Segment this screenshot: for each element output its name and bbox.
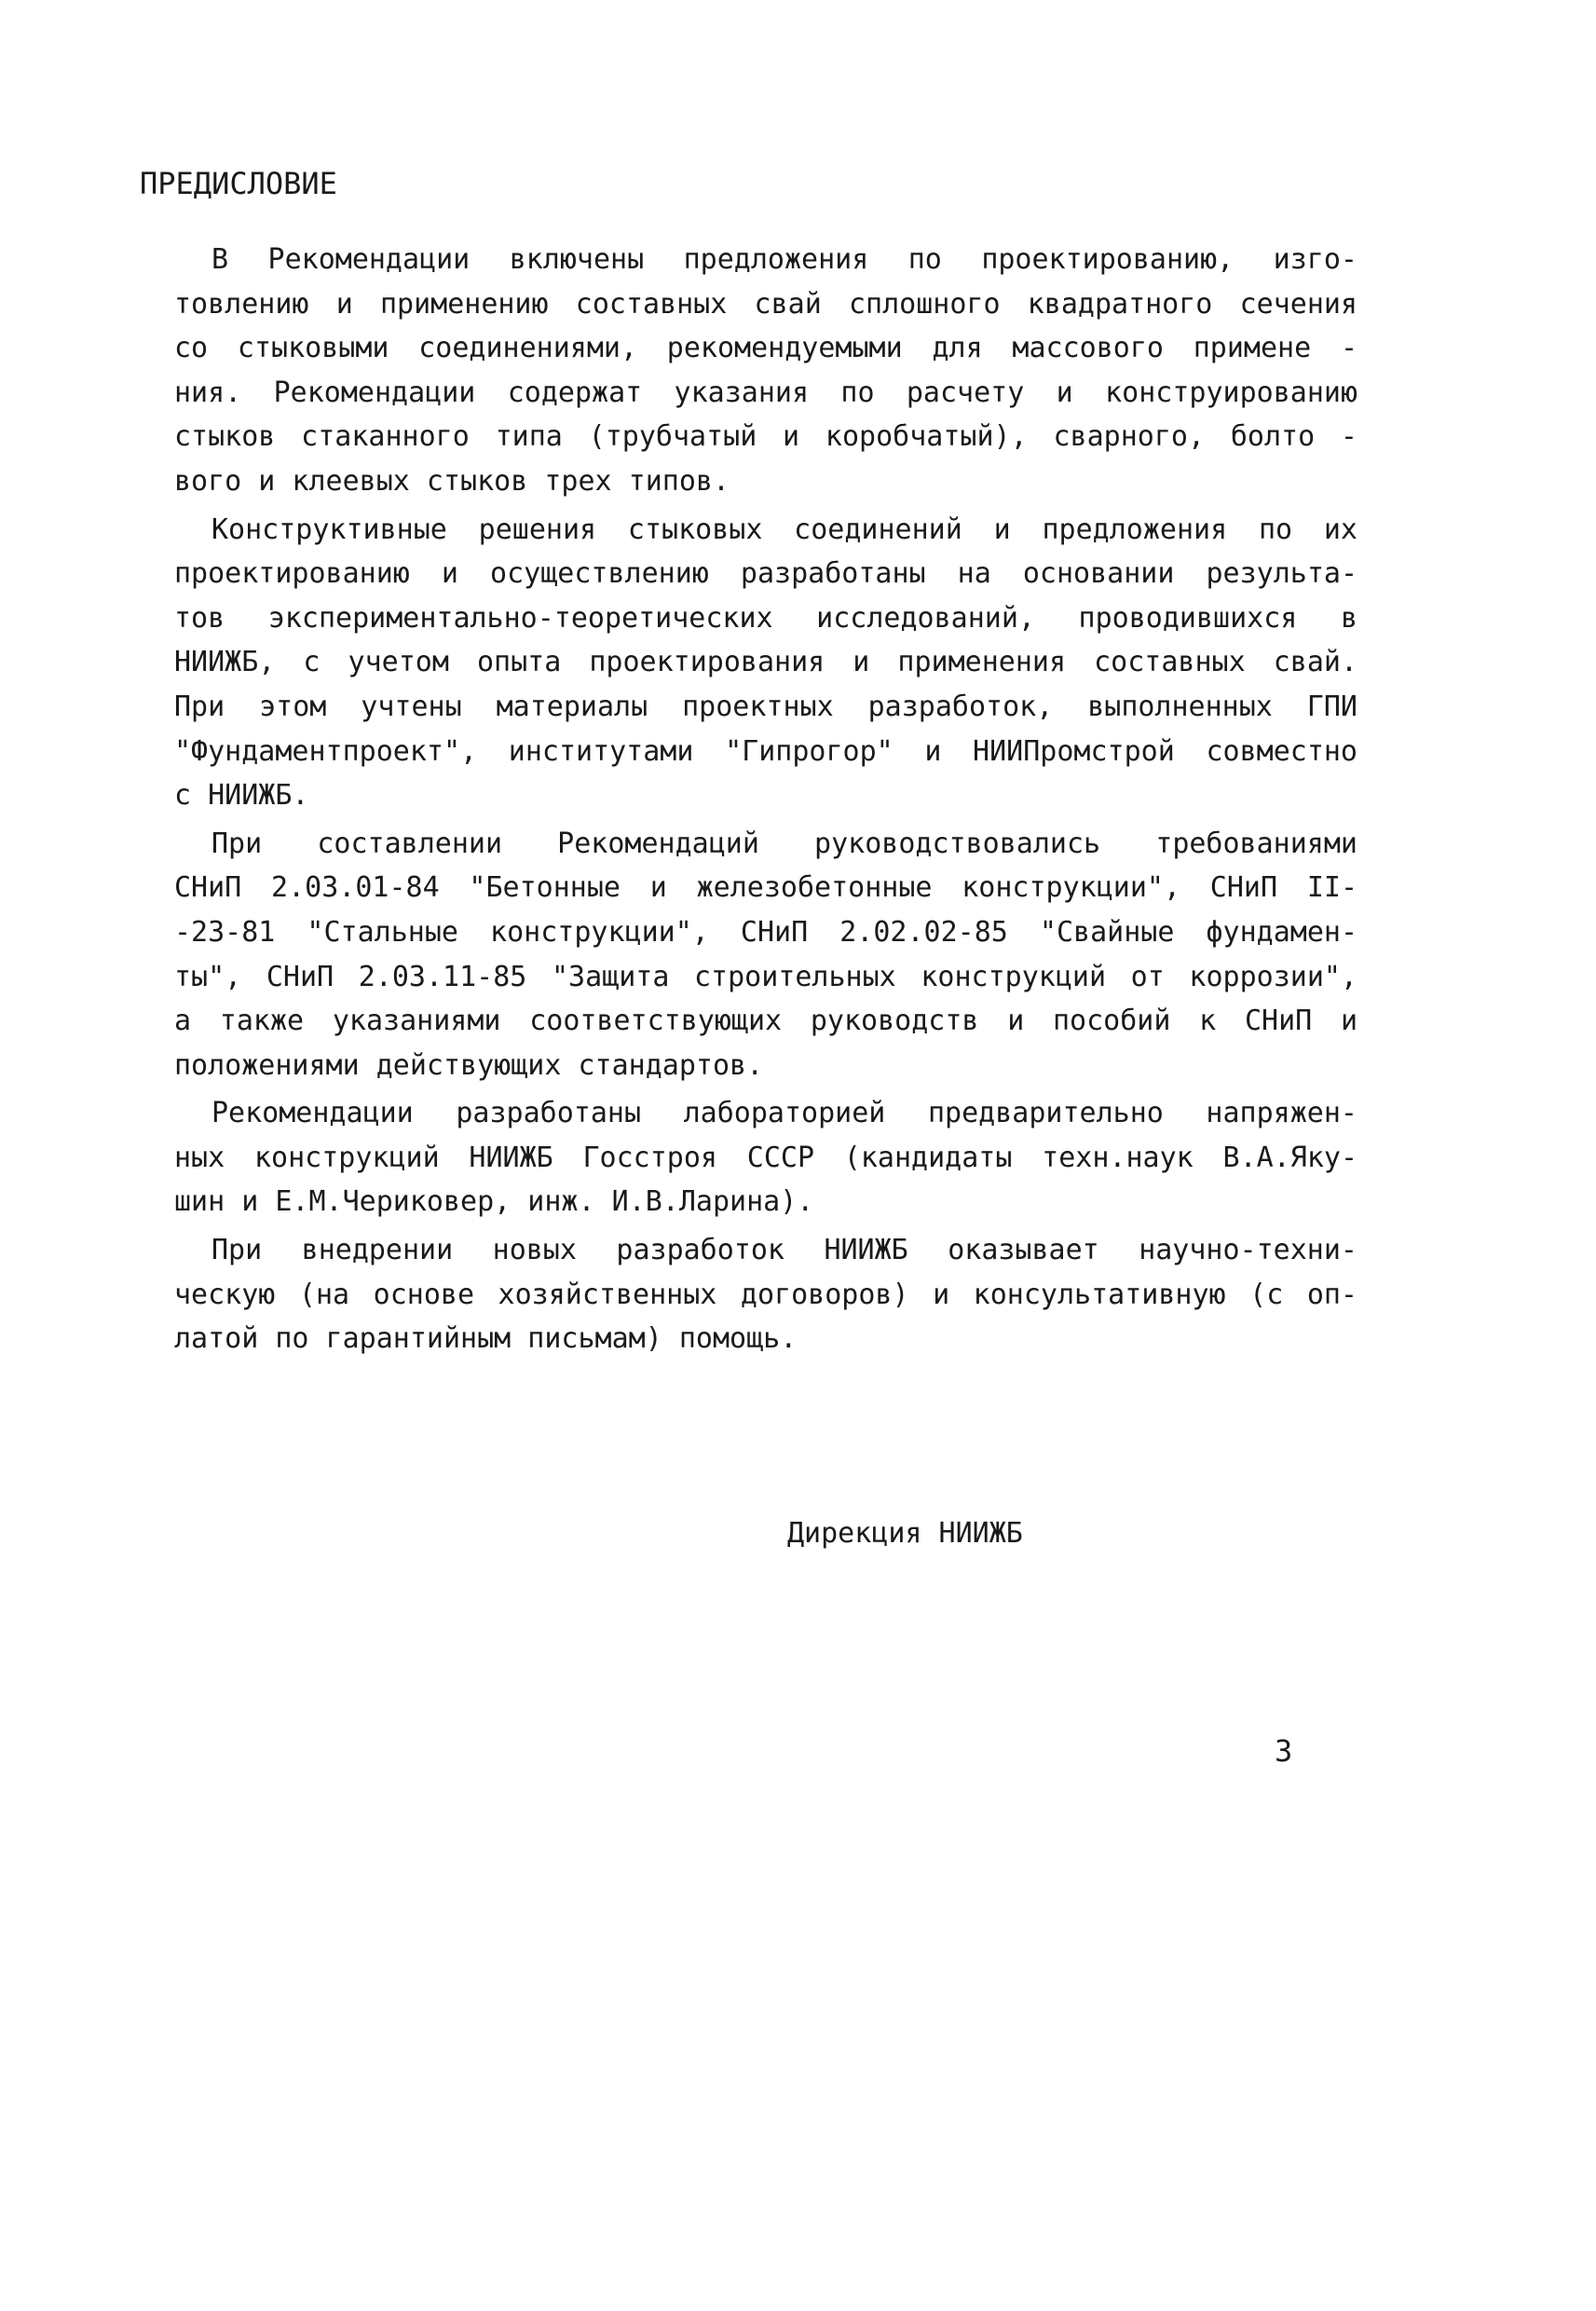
- paragraph-line: со стыковыми соединениями, рекомендуемыми для массового примене -: [174, 332, 1357, 365]
- paragraph-line: "Фундаментпроект", институтами "Гипрогор" и НИИПромстрой совместно: [174, 734, 1357, 768]
- body-text: [174, 238, 1357, 1365]
- paragraph-line: ческую (на основе хозяйственных договоров) и консультативную (с оп-: [174, 1278, 1357, 1311]
- paragraph-line: стыков стаканного типа (трубчатый и коробчатый), сварного, болто -: [174, 420, 1357, 454]
- signature: Дирекция НИИЖБ: [787, 1517, 1023, 1550]
- paragraph-line: -23-81 "Стальные конструкции", СНиП 2.02.02-85 "Свайные фундамен-: [174, 915, 1357, 949]
- paragraph-5: [174, 1228, 1357, 1361]
- paragraph-line: ных конструкций НИИЖБ Госстроя СССР (кандидаты техн.наук В.А.Яку-: [174, 1141, 1357, 1174]
- paragraph-line: с НИИЖБ.: [174, 779, 309, 813]
- page-number: 3: [1275, 1733, 1293, 1769]
- paragraph-line: Рекомендации разработаны лабораторией предварительно напряжен-: [211, 1097, 1357, 1130]
- paragraph-4: [174, 1091, 1357, 1224]
- paragraph-line: шин и Е.М.Чериковер, инж. И.В.Ларина).: [174, 1185, 814, 1219]
- paragraph-line: ния. Рекомендации содержат указания по расчету и конструированию: [174, 376, 1357, 409]
- paragraph-3: [174, 822, 1357, 1088]
- paragraph-line: ты", СНиП 2.03.11-85 "Защита строительных конструкций от коррозии",: [174, 960, 1357, 993]
- paragraph-1: [174, 238, 1357, 504]
- paragraph-line: а также указаниями соответствующих руководств и пособий к СНиП и: [174, 1005, 1357, 1038]
- paragraph-line: латой по гарантийным письмам) помощь.: [174, 1322, 798, 1356]
- paragraph-line: Конструктивные решения стыковых соединений и предложения по их: [211, 513, 1357, 546]
- paragraph-line: При составлении Рекомендаций руководствовались требованиями: [211, 827, 1357, 860]
- paragraph-line: положениями действующих стандартов.: [174, 1048, 764, 1082]
- paragraph-line: НИИЖБ, с учетом опыта проектирования и применения составных свай.: [174, 646, 1357, 679]
- paragraph-line: товлению и применению составных свай сплошного квадратного сечения: [174, 287, 1357, 321]
- paragraph-line: В Рекомендации включены предложения по проектированию, изго-: [211, 243, 1357, 276]
- paragraph-line: вого и клеевых стыков трех типов.: [174, 464, 730, 498]
- paragraph-line: проектированию и осуществлению разработаны на основании результа-: [174, 557, 1357, 591]
- paragraph-line: При внедрении новых разработок НИИЖБ оказывает научно-техни-: [211, 1234, 1357, 1267]
- paragraph-2: [174, 508, 1357, 818]
- paragraph-line: СНиП 2.03.01-84 "Бетонные и железобетонные конструкции", СНиП II-: [174, 871, 1357, 905]
- page-title: ПРЕДИСЛОВИЕ: [140, 166, 337, 201]
- paragraph-line: тов экспериментально-теоретических исследований, проводившихся в: [174, 601, 1357, 635]
- paragraph-line: При этом учтены материалы проектных разработок, выполненных ГПИ: [174, 690, 1357, 723]
